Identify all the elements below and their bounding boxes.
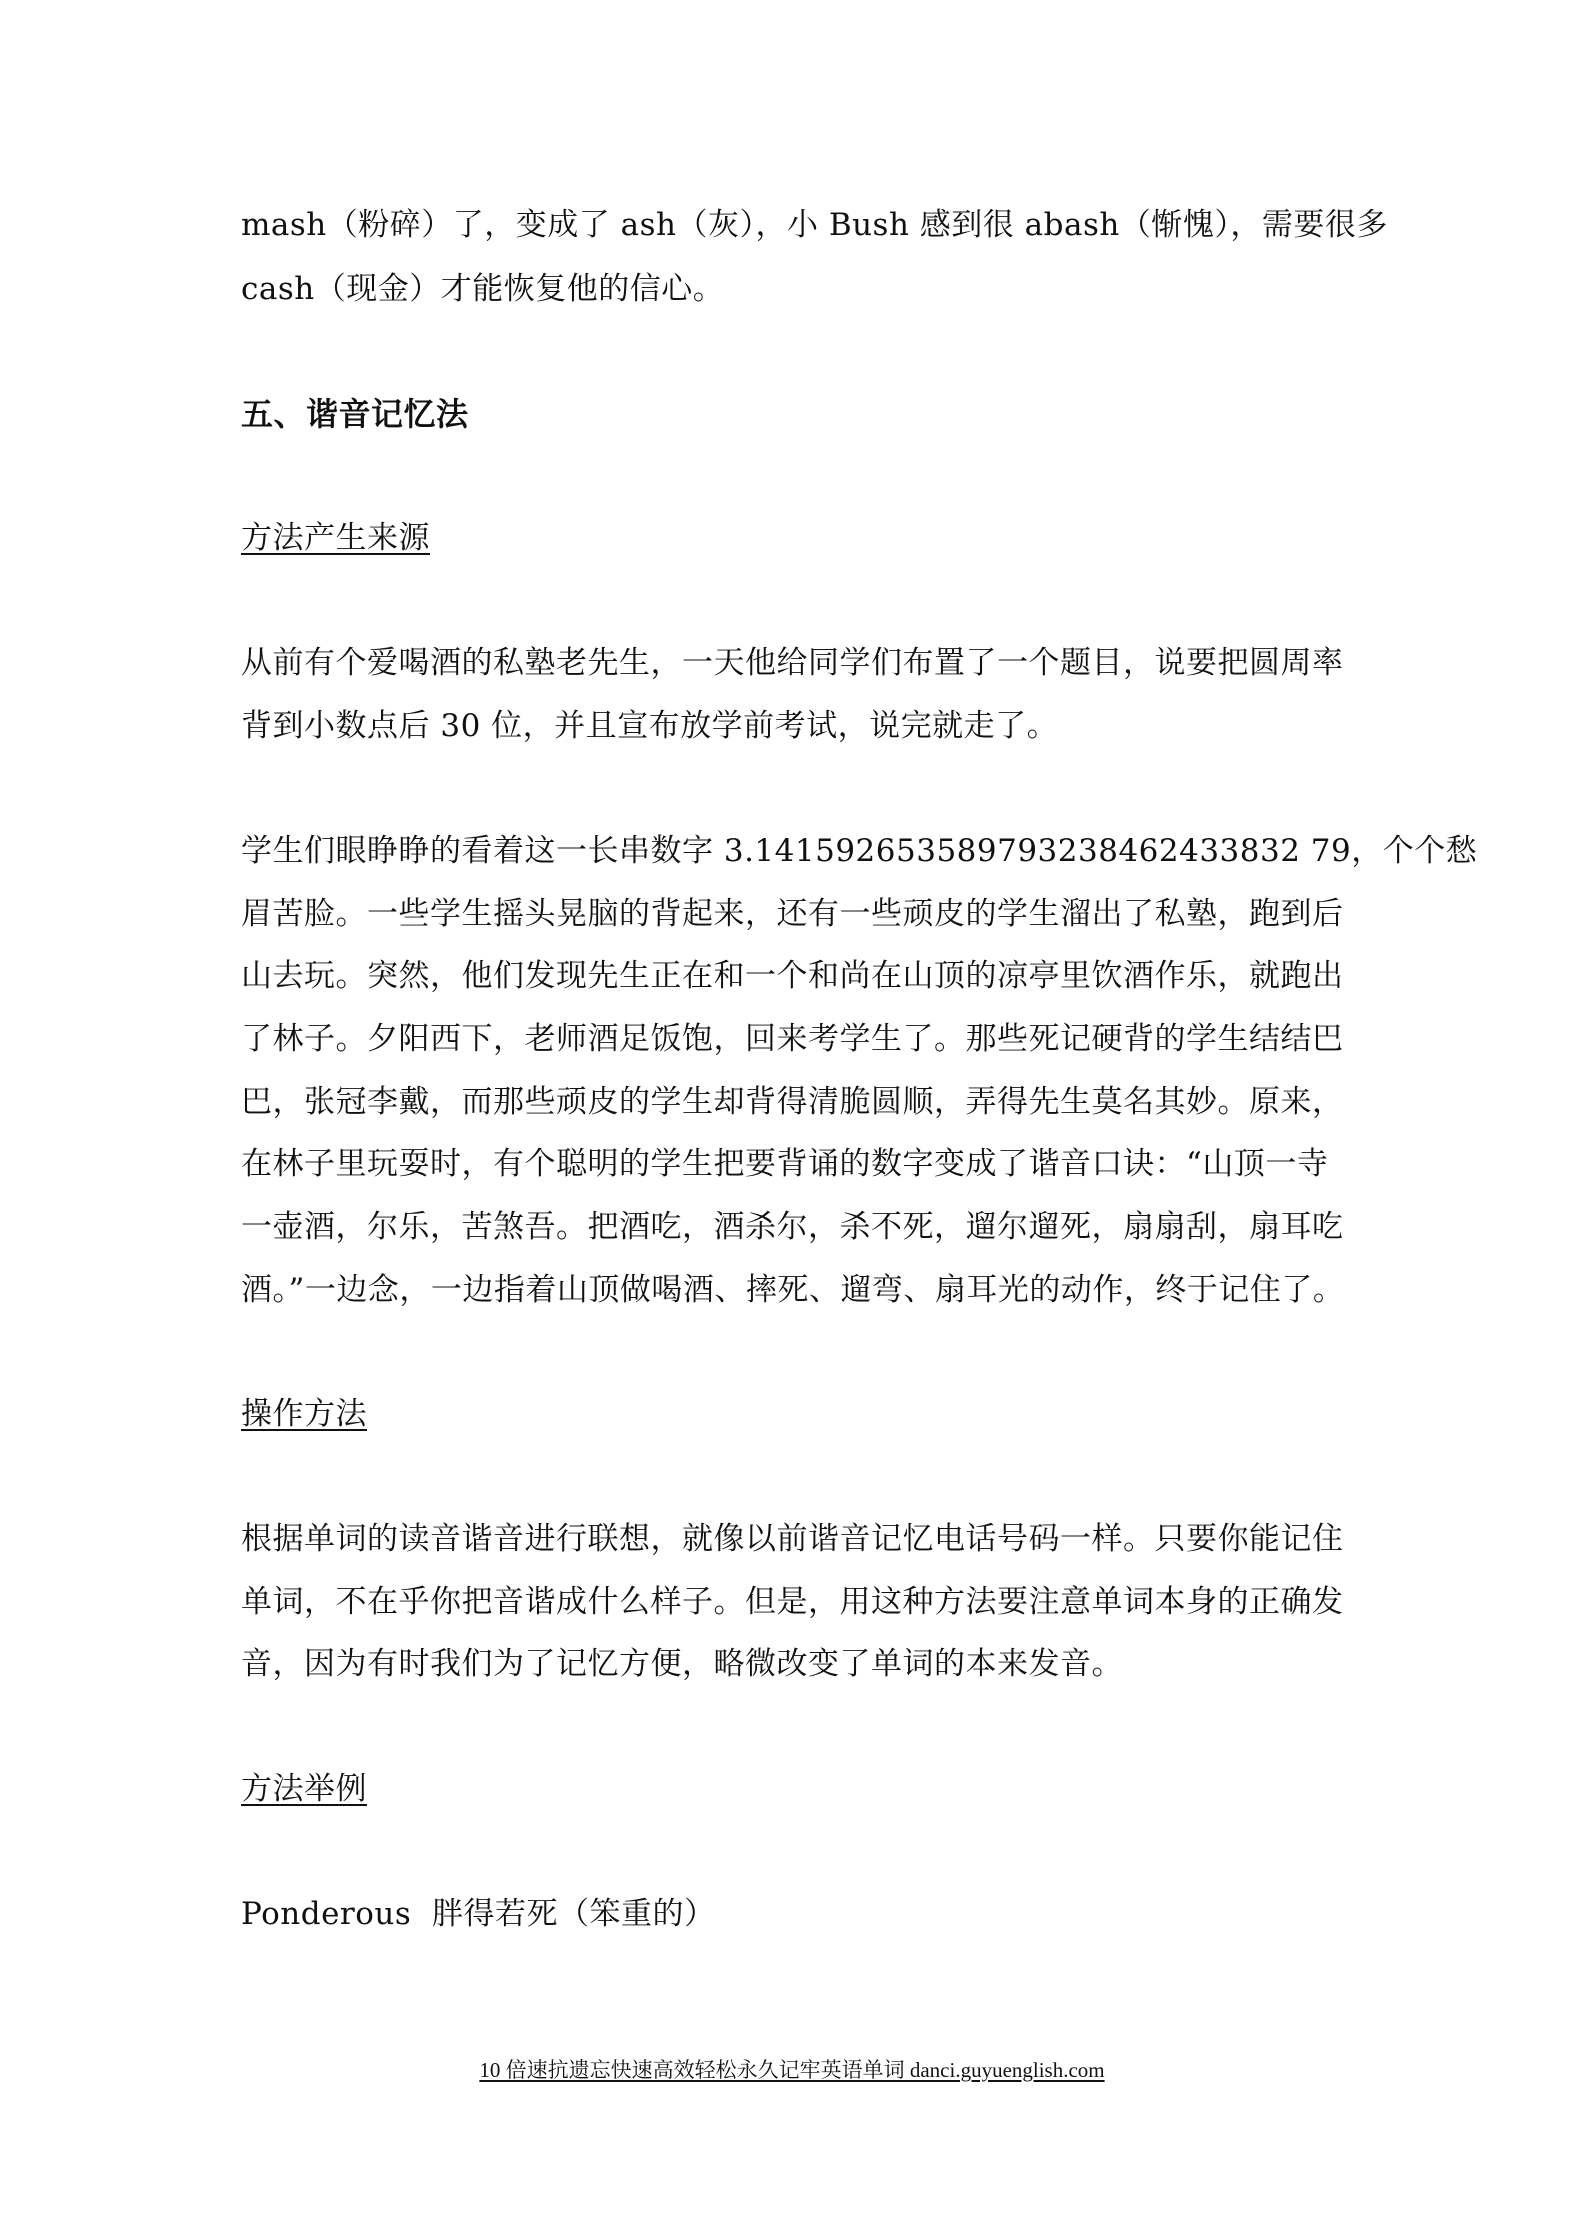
origin-p2-line-5: 巴，张冠李戴，而那些顽皮的学生却背得清脆圆顺，弄得先生莫名其妙。原来， [241,1084,1344,1120]
origin-p2-line-8: 酒。”一边念，一边指着山顶做喝酒、摔死、遛弯、扇耳光的动作，终于记住了。 [241,1272,1345,1308]
origin-p2-line-4: 了林子。夕阳西下，老师酒足饭饱，回来考学生了。那些死记硬背的学生结结巴 [241,1021,1344,1057]
origin-p2-line-7: 一壶酒，尔乐，苦煞吾。把酒吃，酒杀尔，杀不死，遛尔遛死，扇扇刮，扇耳吃 [241,1209,1344,1245]
origin-title: 方法产生来源 [241,520,430,556]
operation-line-1: 根据单词的读音谐音进行联想，就像以前谐音记忆电话号码一样。只要你能记住 [241,1521,1344,1557]
origin-p1-line-2: 背到小数点后 30 位，并且宣布放学前考试，说完就走了。 [241,708,1059,744]
operation-title: 操作方法 [241,1396,367,1432]
origin-p2-line-6: 在林子里玩耍时，有个聪明的学生把要背诵的数字变成了谐音口诀：“山顶一寺 [241,1146,1329,1182]
operation-line-2: 单词，不在乎你把音谐成什么样子。但是，用这种方法要注意单词本身的正确发 [241,1584,1344,1620]
section-heading: 五、谐音记忆法 [241,395,469,433]
origin-p2-line-2: 眉苦脸。一些学生摇头晃脑的背起来，还有一些顽皮的学生溜出了私塾，跑到后 [241,896,1344,932]
page-footer: 10 倍速抗遗忘快速高效轻松永久记牢英语单词 danci.guyuenglish.com [479,2058,1105,2082]
origin-p1-line-1: 从前有个爱喝酒的私塾老先生，一天他给同学们布置了一个题目，说要把圆周率 [241,645,1344,681]
intro-line-2: cash（现金）才能恢复他的信心。 [241,271,725,307]
example-title: 方法举例 [241,1771,367,1807]
origin-p2-line-1: 学生们眼睁睁的看着这一长串数字 3.141592653589793238462433832 79，个个愁 [241,833,1478,869]
intro-line-1: mash（粉碎）了，变成了 ash（灰），小 Bush 感到很 abash（惭愧），需要很多 [241,207,1388,243]
example-line: Ponderous 胖得若死（笨重的） [241,1896,716,1932]
origin-p2-line-3: 山去玩。突然，他们发现先生正在和一个和尚在山顶的凉亭里饮酒作乐，就跑出 [241,958,1344,994]
operation-line-3: 音，因为有时我们为了记忆方便，略微改变了单词的本来发音。 [241,1646,1123,1682]
